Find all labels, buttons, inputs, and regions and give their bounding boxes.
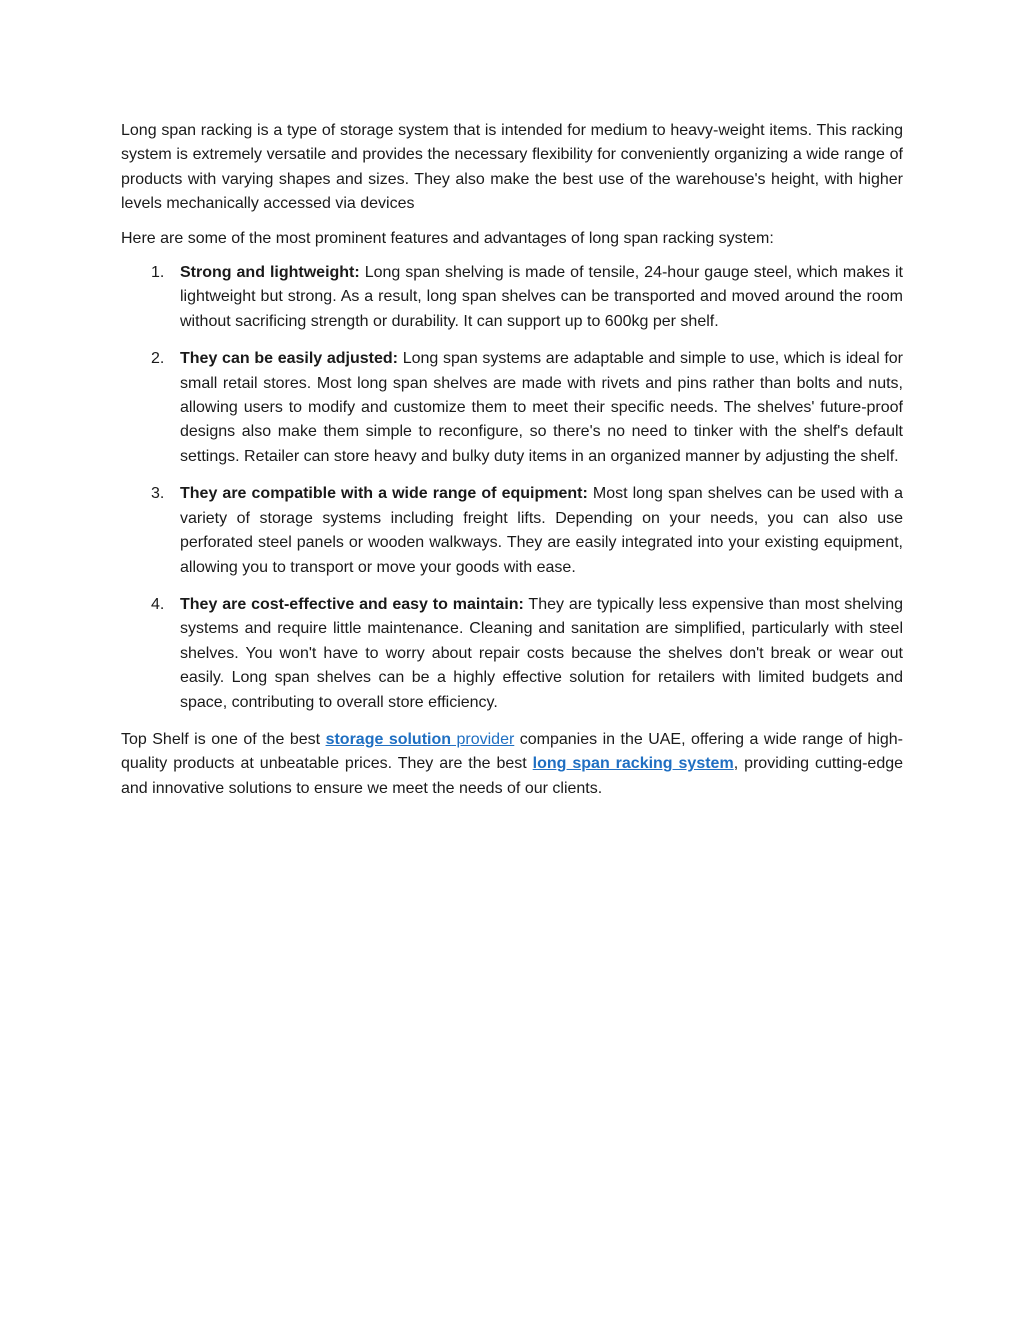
- feature-title: They are compatible with a wide range of equipment:: [180, 485, 588, 503]
- list-item: [121, 593, 903, 715]
- list-item: [121, 482, 903, 580]
- long-span-racking-link[interactable]: long span racking system: [532, 755, 734, 773]
- document-body: [121, 119, 903, 811]
- list-item: [121, 261, 903, 334]
- feature-text: Most long span shelves can be used with a variety of storage systems including freight lifts. Depending on your needs, you can also use perforated steel panels or wooden walkways. They are easily integrated into your existing equipment, allowing you to transport or move your goods with ease.: [180, 485, 904, 576]
- intro-paragraph: Long span racking is a type of storage system that is intended for medium to heavy-weight items. This racking system is extremely versatile and provides the necessary flexibility for conveniently organizing a wide range of products with varying shapes and sizes. They also make the best use of the warehouse's height, with higher levels mechanically accessed via devices: [121, 122, 903, 213]
- closing-text-2: companies in the UAE, offering a wide range of high-quality products at unbeatable prices. They are the best: [121, 730, 904, 773]
- feature-text: Long span shelving is made of tensile, 24-hour gauge steel, which makes it lightweight but strong. As a result, long span shelves can be transported and moved around the room without sacrificing strength or durability. It can support up to 600kg per shelf.: [180, 264, 904, 330]
- list-number: 3.: [151, 485, 165, 503]
- list-number: 4.: [151, 595, 165, 613]
- features-list: [121, 261, 903, 715]
- feature-title: They can be easily adjusted:: [180, 350, 399, 368]
- closing-paragraph: [121, 728, 903, 801]
- storage-solution-link[interactable]: storage solution: [325, 730, 452, 748]
- list-number: 1.: [151, 264, 165, 282]
- provider-link[interactable]: provider: [451, 730, 515, 748]
- closing-text-3: , providing cutting-edge and innovative solutions to ensure we meet the needs of our clients.: [121, 755, 904, 797]
- feature-text: Long span systems are adaptable and simple to use, which is ideal for small retail stores. Most long span shelves are made with rivets and pins rather than bolts and nuts, allowing users to modify and customize them to meet their specific needs. The shelves' future-proof designs also make them simple to reconfigure, so there's no need to tinker with the shelf's default settings. Retailer can store heavy and bulky duty items in an organized manner by adjusting the shelf.: [180, 350, 904, 465]
- list-number: 2.: [151, 350, 165, 368]
- feature-title: Strong and lightweight:: [180, 264, 360, 282]
- list-item: [121, 347, 903, 469]
- feature-text: They are typically less expensive than most shelving systems and require little maintenance. Cleaning and sanitation are simplified, particularly with steel shelves. You won't have to worry about repair costs because the shelves don't break or wear out easily. Long span shelves can be a highly effective solution for retailers with limited budgets and space, contributing to overall store efficiency.: [180, 595, 903, 711]
- closing-text-1: Top Shelf is one of the best: [121, 730, 326, 748]
- features-lead: Here are some of the most prominent features and advantages of long span racking system:: [121, 229, 774, 247]
- feature-title: They are cost-effective and easy to maintain:: [180, 595, 524, 613]
